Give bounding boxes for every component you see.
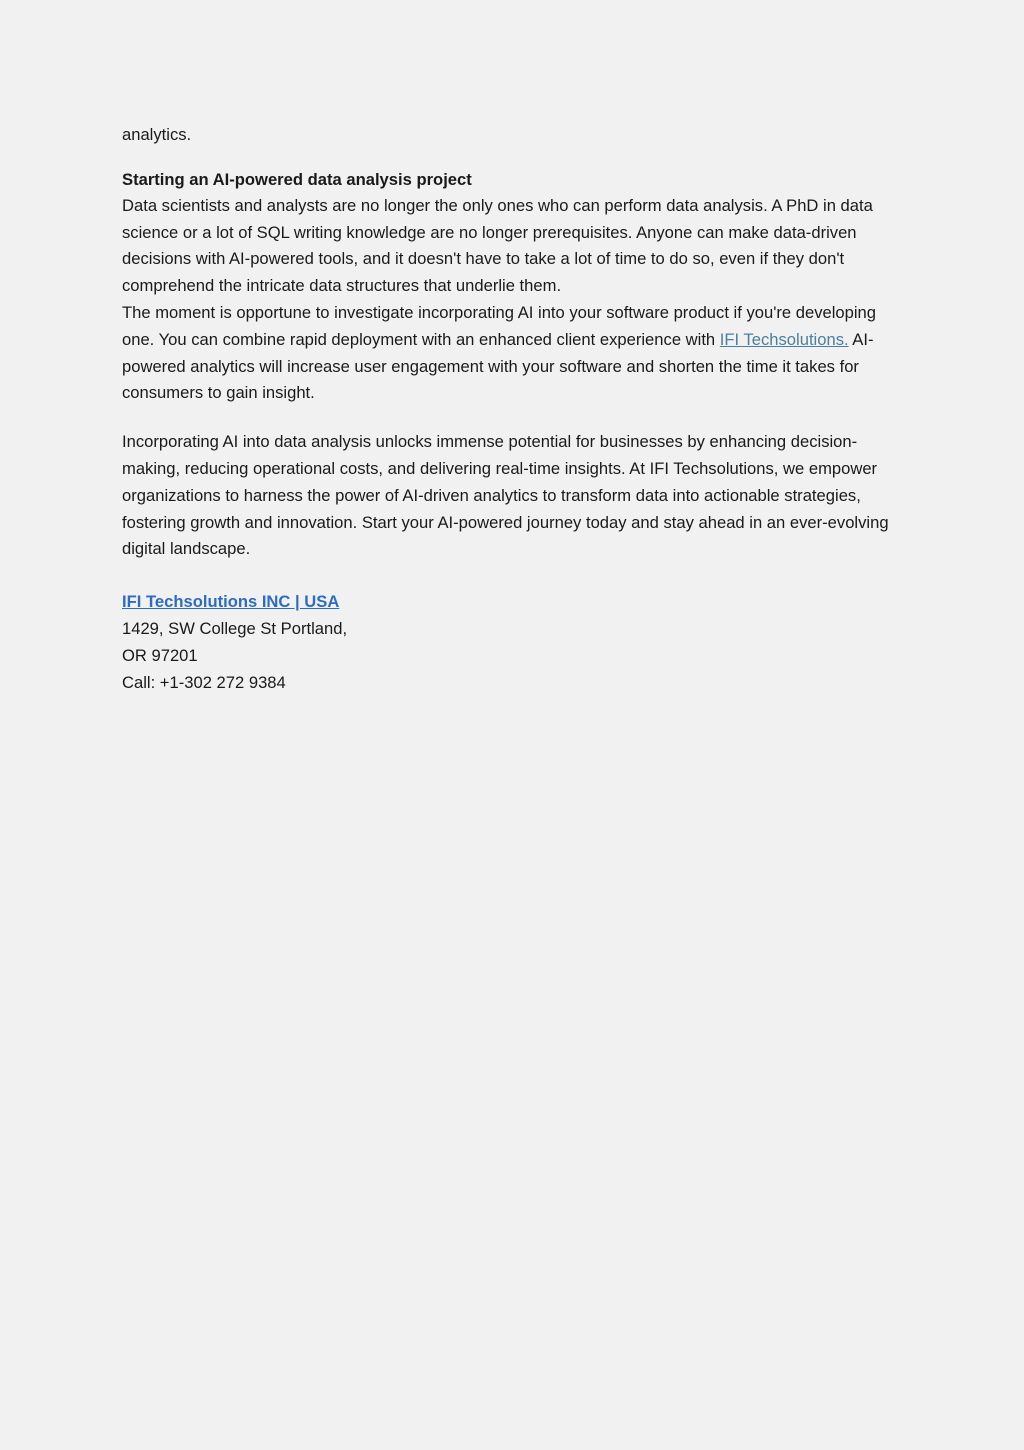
- ifi-techsolutions-link[interactable]: IFI Techsolutions.: [719, 329, 849, 349]
- address-line-2: OR 97201: [122, 645, 198, 665]
- paragraph-2-text-after-link: AI-powered analytics will increase user engagement with your software and shorten the time it takes for consumers to gain insight.: [122, 329, 874, 403]
- section-heading: Starting an AI-powered data analysis project: [122, 169, 472, 189]
- document-body: [122, 122, 902, 696]
- phone-number: Call: +1-302 272 9384: [122, 672, 286, 692]
- contact-block: [122, 563, 902, 696]
- paragraph-1: Data scientists and analysts are no longer the only ones who can perform data analysis. A PhD in data science or a lot of SQL writing knowledge are no longer prerequisites. Anyone can make data-driven decisions with AI-powered tools, and it doesn't have to take a lot of time to do so, even if they don't comprehend the intricate data structures that underlie them.: [122, 195, 873, 296]
- paragraph-2: [122, 300, 902, 407]
- paragraph-3: Incorporating AI into data analysis unlocks immense potential for businesses by enhancing decision-making, reducing operational costs, and delivering real-time insights. At IFI Techsolutions, we empower organizations to harness the power of AI-driven analytics to transform data into actionable strategies, fostering growth and innovation. Start your AI-powered journey today and stay ahead in an ever-evolving digital landscape.: [122, 432, 889, 559]
- company-link[interactable]: IFI Techsolutions INC | USA: [122, 592, 340, 612]
- paragraph-2-text-before-link: The moment is opportune to investigate incorporating AI into your software product if you're developing one. You can combine rapid deployment with an enhanced client experience with: [122, 302, 877, 349]
- intro-tail-text: analytics.: [122, 125, 192, 144]
- address-line-1: 1429, SW College St Portland,: [122, 618, 348, 638]
